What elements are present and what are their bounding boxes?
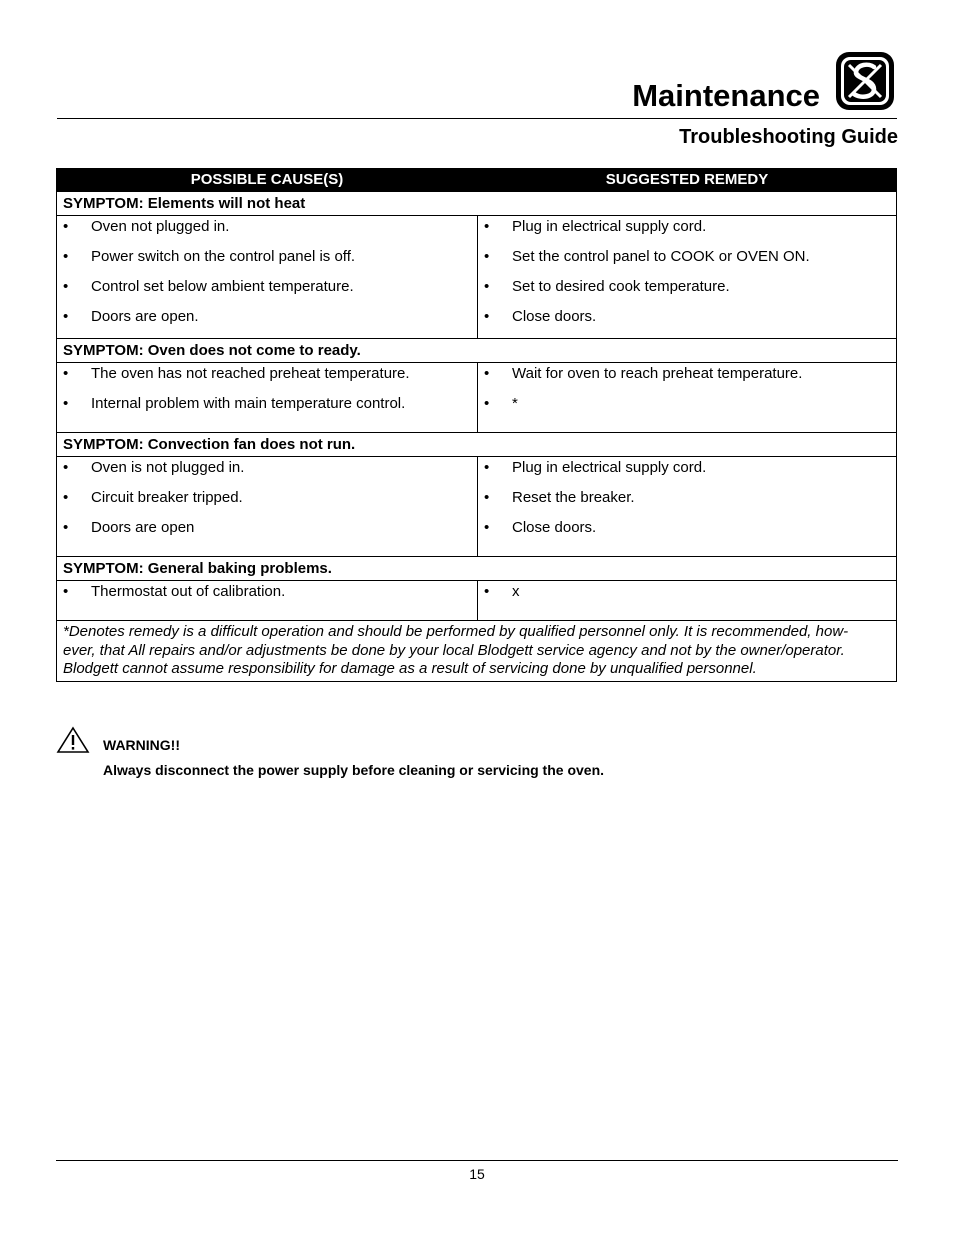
remedy-item: • Close doors. <box>478 519 896 549</box>
footnote <box>57 621 897 682</box>
symptom-detail-row <box>57 216 897 339</box>
remedy-item: • Reset the breaker. <box>478 489 896 519</box>
remedy-item: • Wait for oven to reach preheat temperature. <box>478 365 896 395</box>
symptom-row <box>57 557 897 581</box>
page-number: 15 <box>469 1166 485 1182</box>
remedy-item: • Set the control panel to COOK or OVEN ON. <box>478 248 896 278</box>
page-title: Maintenance <box>632 78 820 113</box>
cause-item: • Doors are open. <box>57 308 477 338</box>
warning-title: WARNING!! <box>103 737 180 753</box>
header-divider <box>57 118 897 119</box>
remedy-item: • * <box>478 395 896 425</box>
remedy-cell <box>478 216 897 339</box>
table-header-row <box>57 169 897 192</box>
remedy-cell <box>478 581 897 621</box>
footnote-line: Blodgett cannot assume responsibility for damage as a result of servicing done by unqualified personnel. <box>63 660 757 677</box>
cause-cell <box>57 216 478 339</box>
symptom-title: SYMPTOM: Oven does not come to ready. <box>57 339 897 363</box>
symptom-detail-row <box>57 581 897 621</box>
troubleshooting-table <box>56 168 897 682</box>
remedy-item: • Plug in electrical supply cord. <box>478 218 896 248</box>
cause-cell <box>57 581 478 621</box>
remedy-item: • Set to desired cook temperature. <box>478 278 896 308</box>
cause-item: • Control set below ambient temperature. <box>57 278 477 308</box>
cause-item: • Oven not plugged in. <box>57 218 477 248</box>
cause-item: • The oven has not reached preheat temperature. <box>57 365 477 395</box>
symptom-title: SYMPTOM: Elements will not heat <box>57 192 897 216</box>
footnote-line: ever, that All repairs and/or adjustments be done by your local Blodgett service agency and not by the owner/operator. <box>63 641 845 659</box>
cause-item: • Doors are open <box>57 519 477 549</box>
symptom-row <box>57 339 897 363</box>
cause-item: • Oven is not plugged in. <box>57 459 477 489</box>
cause-item: • Power switch on the control panel is off. <box>57 248 477 278</box>
symptom-detail-row <box>57 457 897 557</box>
warning-triangle-icon <box>56 726 90 754</box>
symptom-row <box>57 433 897 457</box>
remedy-item: • x <box>478 583 896 613</box>
footer-divider <box>56 1160 898 1161</box>
symptom-title: SYMPTOM: General baking problems. <box>57 557 897 581</box>
remedy-cell <box>478 363 897 433</box>
remedy-item: • Close doors. <box>478 308 896 338</box>
footnote-line: *Denotes remedy is a difficult operation and should be performed by qualified personnel only. It is recommended, how- <box>63 623 849 640</box>
symptom-row <box>57 192 897 216</box>
cause-cell <box>57 363 478 433</box>
cause-item: • Thermostat out of calibration. <box>57 583 477 613</box>
column-header-cause: POSSIBLE CAUSE(S) <box>57 169 478 192</box>
symptom-detail-row <box>57 363 897 433</box>
warning-text: Always disconnect the power supply before cleaning or servicing the oven. <box>103 762 605 778</box>
section-title: Troubleshooting Guide <box>679 126 898 148</box>
cause-item: • Internal problem with main temperature control. <box>57 395 477 425</box>
symptom-title: SYMPTOM: Convection fan does not run. <box>57 433 897 457</box>
blodgett-logo-icon <box>833 49 897 113</box>
cause-item: • Circuit breaker tripped. <box>57 489 477 519</box>
remedy-item: • Plug in electrical supply cord. <box>478 459 896 489</box>
cause-cell <box>57 457 478 557</box>
note-row <box>57 621 897 682</box>
column-header-remedy: SUGGESTED REMEDY <box>478 169 897 192</box>
remedy-cell <box>478 457 897 557</box>
